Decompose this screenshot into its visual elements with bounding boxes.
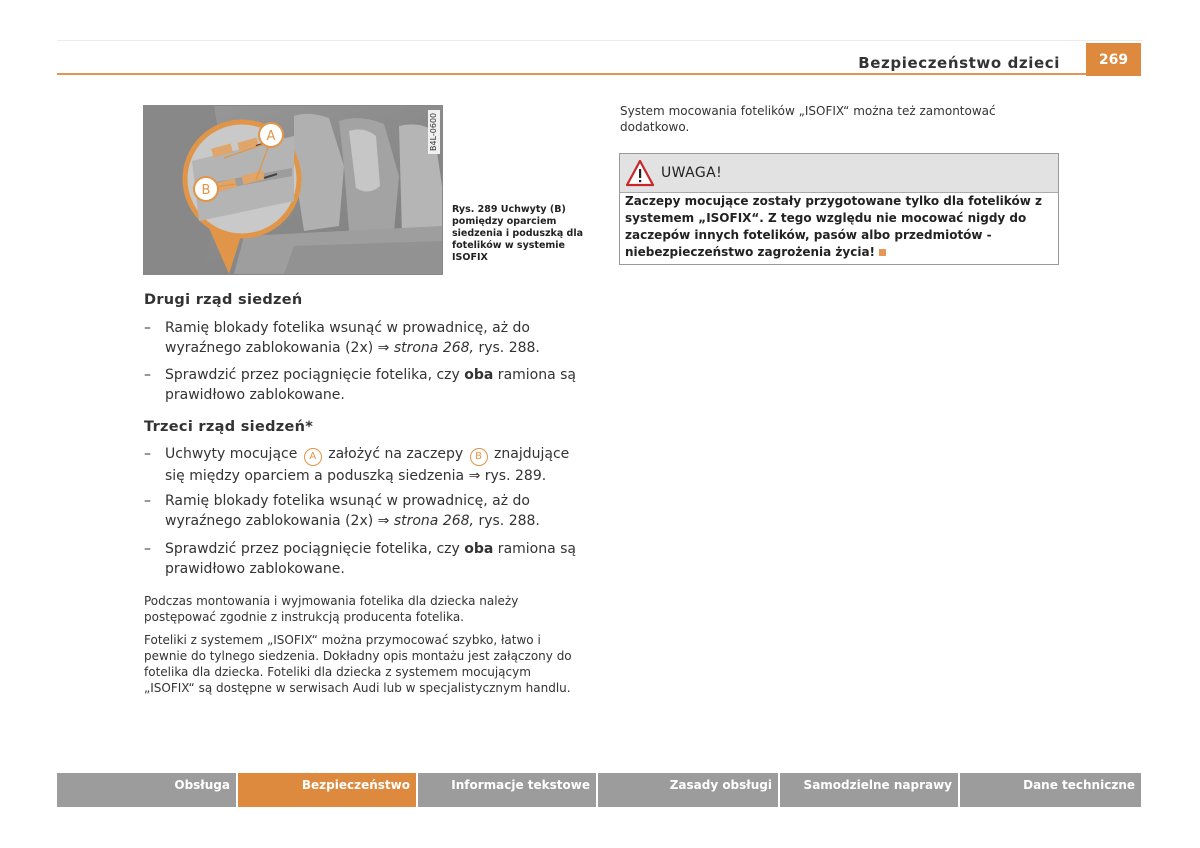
section-nav-bar: [57, 773, 1141, 807]
bullet-dash: –: [144, 446, 151, 462]
bold-emphasis: oba: [464, 541, 494, 557]
list-item: [144, 491, 584, 531]
bullet-dash: –: [144, 493, 151, 509]
tab-bezpieczenstwo[interactable]: Bezpieczeństwo: [238, 773, 418, 807]
page-header-title: Bezpieczeństwo dzieci: [858, 54, 1060, 72]
warning-triangle-icon: [625, 159, 655, 187]
warning-title: UWAGA!: [661, 165, 723, 181]
page-top-edge: [57, 40, 1143, 41]
seat-illustration: [144, 106, 442, 274]
marker-a-icon: A: [304, 448, 322, 466]
header-rule: [57, 73, 1086, 75]
figure-isofix-photo: [143, 105, 443, 275]
bullet-text-end: rys. 288.: [474, 340, 540, 356]
figure-code: B4L-0600: [428, 110, 440, 154]
figure-caption: Rys. 289 Uchwyty (B) pomiędzy oparciem siedzenia i poduszką dla fotelików w systemie ISOFIX: [452, 204, 584, 263]
section-title-second-row: Drugi rząd siedzeń: [144, 292, 303, 308]
warning-body: Zaczepy mocujące zostały przygotowane tylko dla fotelików z systemem „ISOFIX“. Z tego względu nie mocować nigdy do zaczepów innych fotelików, pasów albo przedmiotów - niebezpieczeństwo zagrożenia życia!: [625, 194, 1042, 259]
bullet-text: Ramię blokady fotelika wsunąć w prowadnicę, aż do wyraźnego zablokowania (2x) ⇒: [165, 320, 530, 356]
page-number-badge: 269: [1086, 43, 1141, 76]
tab-samodzielne-naprawy[interactable]: Samodzielne naprawy: [780, 773, 960, 807]
warning-header: [620, 154, 1058, 193]
label-b-text: B: [201, 183, 211, 198]
bullet-text-end: ramiona są prawidłowo zablokowane.: [165, 367, 577, 403]
bullet-text-end: ramiona są prawidłowo zablokowane.: [165, 541, 577, 577]
list-item: [144, 365, 584, 405]
list-item: [144, 318, 584, 358]
bullet-text-end: znajdujące się między oparciem a poduszką siedzenia ⇒ rys. 289.: [165, 446, 570, 484]
bullet-text-end: rys. 288.: [474, 513, 540, 529]
bullet-dash: –: [144, 367, 151, 383]
section-title-third-row: Trzeci rząd siedzeń*: [144, 419, 314, 435]
tab-dane-techniczne[interactable]: Dane techniczne: [960, 773, 1141, 807]
list-item: [144, 444, 584, 486]
marker-b-icon: B: [470, 448, 488, 466]
paragraph-isofix-info: Foteliki z systemem „ISOFIX“ można przymocować szybko, łatwo i pewnie do tylnego siedzenia. Dokładny opis montażu jest załączony do fotelika dla dziecka. Foteliki dla dziecka z systemem mocującym „ISOFIX“ są dostępne w serwisach Audi lub w specjalistycznym handlu.: [144, 633, 572, 695]
bullet-text: Sprawdzić przez pociągnięcie fotelika, czy: [165, 541, 465, 557]
end-mark-icon: [879, 249, 886, 256]
tab-obsluga[interactable]: Obsługa: [57, 773, 238, 807]
bullet-text-mid: założyć na zaczepy: [323, 446, 468, 462]
paragraph-mounting-note: Podczas montowania i wyjmowania fotelika dla dziecka należy postępować zgodnie z instrukcją producenta fotelika.: [144, 594, 519, 624]
tab-informacje-tekstowe[interactable]: Informacje tekstowe: [418, 773, 598, 807]
intro-paragraph: System mocowania fotelików „ISOFIX“ można też zamontować dodatkowo.: [620, 104, 996, 134]
bullet-text: Sprawdzić przez pociągnięcie fotelika, czy: [165, 367, 465, 383]
page-reference-link[interactable]: strona 268,: [393, 340, 475, 356]
warning-box: [619, 153, 1059, 265]
list-item: [144, 539, 584, 579]
bullet-text: Uchwyty mocujące: [165, 446, 302, 462]
page-reference-link[interactable]: strona 268,: [393, 513, 475, 529]
bullet-dash: –: [144, 541, 151, 557]
warning-text: [620, 193, 1058, 261]
bold-emphasis: oba: [464, 367, 494, 383]
label-a-text: A: [266, 129, 276, 144]
tab-zasady-obslugi[interactable]: Zasady obsługi: [598, 773, 780, 807]
bullet-dash: –: [144, 320, 151, 336]
bullet-text: Ramię blokady fotelika wsunąć w prowadnicę, aż do wyraźnego zablokowania (2x) ⇒: [165, 493, 530, 529]
